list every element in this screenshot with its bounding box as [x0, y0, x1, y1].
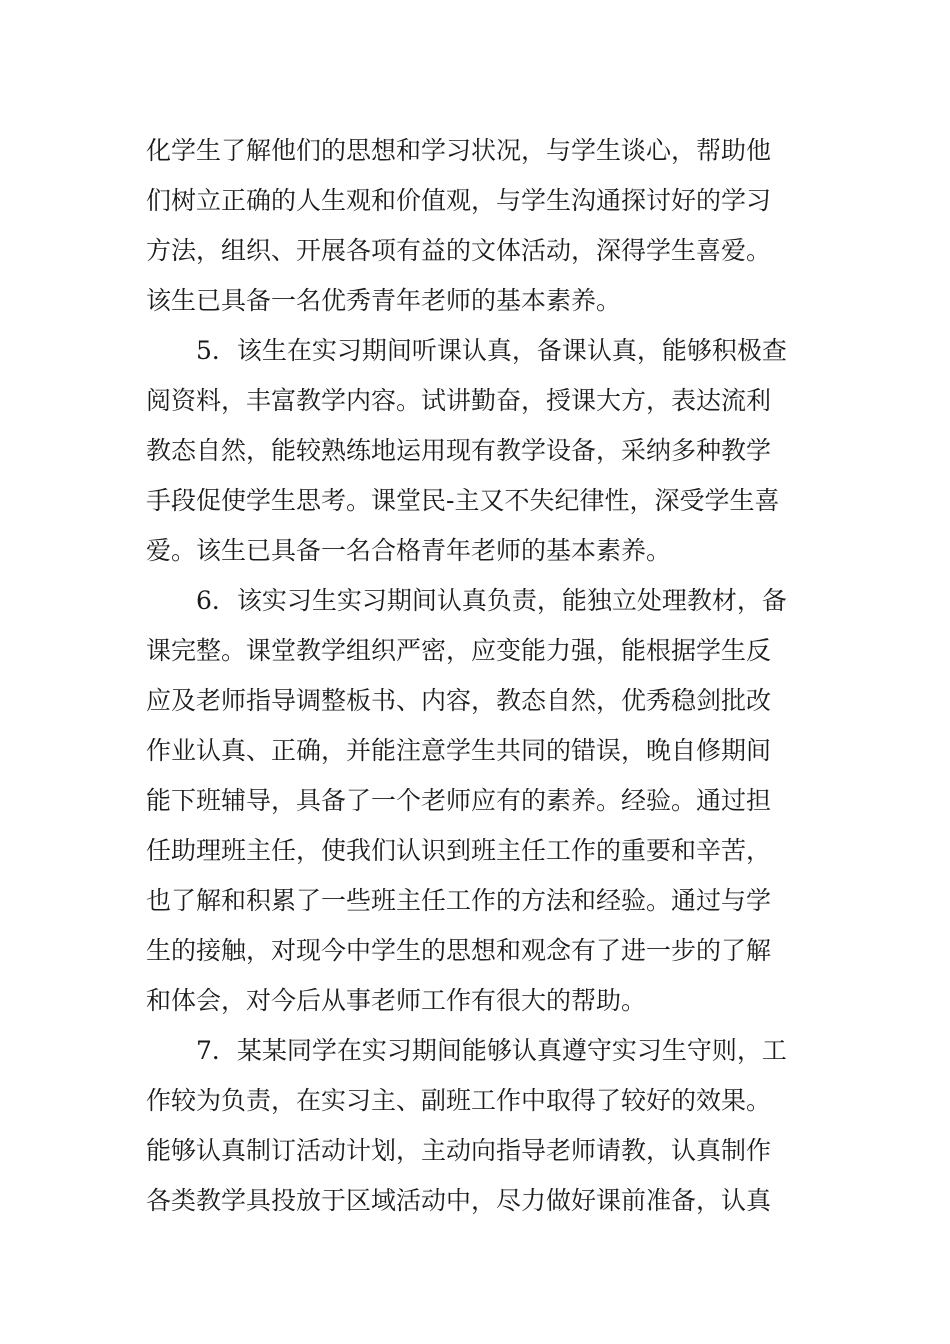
- text-line: 方法，组织、开展各项有益的文体活动，深得学生喜爱。: [146, 236, 772, 265]
- text-line: 阅资料，丰富教学内容。试讲勤奋，授课大方，表达流利: [146, 386, 772, 415]
- text-line: 课完整。课堂教学组织严密，应变能力强，能根据学生反: [146, 636, 772, 665]
- text-line: 能够认真制订活动计划，主动向指导老师请教，认真制作: [146, 1136, 772, 1165]
- text-line: 任助理班主任，使我们认识到班主任工作的重要和辛苦，: [146, 836, 772, 865]
- paragraph-5-first-line: 5．该生在实习期间听课认真，备课认真，能够积极查: [196, 336, 787, 365]
- text-line: 作较为负责，在实习主、副班工作中取得了较好的效果。: [146, 1086, 772, 1115]
- body-text: [146, 126, 808, 1226]
- text-line: 该生已具备一名优秀青年老师的基本素养。: [146, 286, 622, 315]
- text-line: 作业认真、正确，并能注意学生共同的错误，晚自修期间: [146, 736, 772, 765]
- text-line: 能下班辅导，具备了一个老师应有的素养。经验。通过担: [146, 786, 772, 815]
- text-line: 爱。该生已具备一名合格青年老师的基本素养。: [146, 536, 672, 565]
- text-line: 生的接触，对现今中学生的思想和观念有了进一步的了解: [146, 936, 772, 965]
- text-line: 各类教学具投放于区域活动中，尽力做好课前准备，认真: [146, 1186, 772, 1215]
- paragraph-6-first-line: 6．该实习生实习期间认真负责，能独立处理教材，备: [196, 586, 787, 615]
- text-line: 也了解和积累了一些班主任工作的方法和经验。通过与学: [146, 886, 772, 915]
- paragraph-7-first-line: 7．某某同学在实习期间能够认真遵守实习生守则，工: [196, 1036, 787, 1065]
- text-line: 教态自然，能较熟练地运用现有教学设备，采纳多种教学: [146, 436, 772, 465]
- text-line: 们树立正确的人生观和价值观，与学生沟通探讨好的学习: [146, 186, 772, 215]
- text-line: 和体会，对今后从事老师工作有很大的帮助。: [146, 986, 647, 1015]
- text-line: 化学生了解他们的思想和学习状况，与学生谈心，帮助他: [146, 136, 772, 165]
- text-line: 应及老师指导调整板书、内容，教态自然，优秀稳剑批改: [146, 686, 772, 715]
- text-line: 手段促使学生思考。课堂民-主又不失纪律性，深受学生喜: [146, 486, 780, 515]
